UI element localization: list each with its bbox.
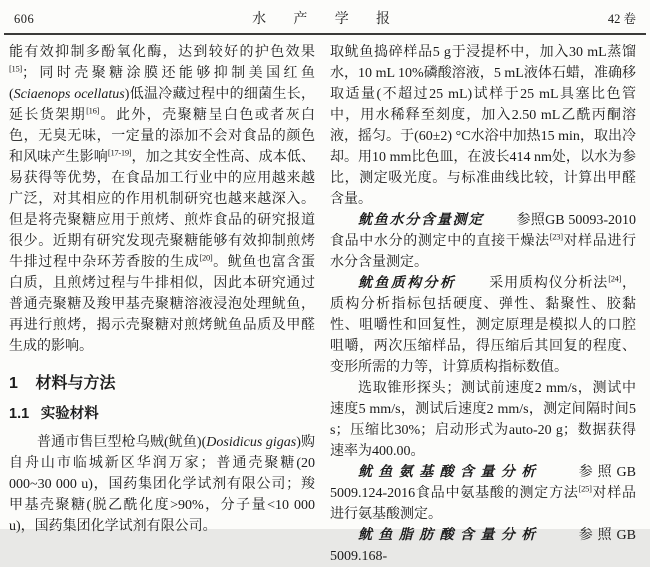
- text-run: 参照GB 50093-2010食品中水分的测定中的直接干燥法: [330, 213, 636, 249]
- text-run: 参照GB 5009.168-: [330, 528, 637, 564]
- running-header: [4, 0, 646, 35]
- left-column: [9, 42, 315, 567]
- species-name-italic: Sciaenops ocellatus: [13, 87, 125, 102]
- text-run: ，质构分析指标包括硬度、弹性、黏聚性、胶黏性、咀嚼性和回复性，测定原理是模拟人的口腔咀嚼，两次压缩样品，得压缩后其回复的程度、变形所需的力等，计算质构指标数值。: [330, 276, 637, 375]
- text-run: 选取锥形探头；测试前速度2 mm/s，测试中速度5 mm/s，测试后速度2 mm/s，测定间隔时间5 s；压缩比30%；启动形式为auto-20 g；数据获得速率为400.00。: [330, 381, 636, 459]
- citation-superscript: [24]: [608, 273, 622, 284]
- journal-title: 水 产 学 报: [252, 12, 402, 27]
- amino-acid-analysis-paragraph: [330, 462, 636, 525]
- right-column: [330, 42, 636, 567]
- text-run: 对样品进行氨基酸测定。: [330, 486, 636, 522]
- citation-superscript: [23]: [549, 231, 563, 242]
- moisture-analysis-paragraph: [330, 210, 636, 273]
- text-run: 。此外，壳聚糖呈白色或者灰白色，无臭无味，一定量的添加不会对食品的颜色和风味产生影响: [9, 108, 316, 165]
- section-heading-methods: [9, 370, 315, 393]
- subsection-heading-materials: [9, 402, 315, 423]
- section-number: 1: [9, 375, 18, 392]
- text-run: 普通市售巨型枪乌贼(鱿鱼)(: [37, 435, 207, 450]
- text-run: ，加之其安全性高、成本低、易获得等优势，在食品加工行业中的应用越来越广泛，对其相应的作用机制研究也越来越深入。但是将壳聚糖应用于煎烤、煎炸食品的研究报道很少。近期有研究发现壳聚糖能够有效抑制煎烤牛排过程中杂环芳香胺的生成: [9, 150, 316, 270]
- texture-analysis-paragraph: [330, 273, 636, 378]
- texture-parameters-paragraph: [330, 378, 636, 462]
- text-run: ；同时壳聚糖涂膜还能够抑制美国红鱼(: [9, 66, 315, 102]
- citation-superscript: [20]: [199, 252, 213, 263]
- citation-superscript: [17-19]: [107, 147, 132, 158]
- materials-paragraph: [9, 432, 315, 537]
- volume-label: 42 卷: [607, 12, 636, 26]
- text-run: 对样品进行水分含量测定。: [330, 234, 637, 270]
- page-number: 606: [14, 12, 35, 26]
- text-run: 。鱿鱼也富含蛋白质，且煎烤过程与牛排相似，因此本研究通过普通壳聚糖及羧甲基壳聚糖溶液浸泡处理鱿鱼，再进行煎烤，揭示壳聚糖对煎烤鱿鱼品质及甲醛生成的影响。: [9, 255, 316, 354]
- text-run: )购自舟山市临城新区华润万家；普通壳聚糖(20 000~30 000 u)，国药集团化学试剂有限公司；羧甲基壳聚糖(脱乙酰化度>90%，分子量<10 000 u)，国药集团化学试剂有限公司。: [9, 435, 315, 534]
- text-run: 能有效抑制多酚氧化酶，达到较好的护色效果: [9, 45, 315, 60]
- subsection-number: 1.1: [9, 406, 30, 422]
- text-run: )低温冷藏过程中的细菌生长，延长货架期: [9, 87, 315, 123]
- section-title: 材料与方法: [35, 375, 116, 392]
- citation-superscript: [16]: [86, 105, 100, 116]
- runin-method-heading: 鱿鱼质构分析: [358, 276, 457, 291]
- text-run: 参照GB 5009.124-2016食品中氨基酸的测定方法: [330, 465, 637, 501]
- runin-method-heading: 鱿鱼水分含量测定: [358, 213, 485, 228]
- text-run: 取鱿鱼捣碎样品5 g于浸提杯中，加入30 mL蒸馏水，10 mL 10%磷酸溶液，5 mL液体石蜡，准确移取适量(不超过25 mL)试样于25 mL具塞比色管中，用水稀释至刻度，加入2.50 mL乙酰丙酮溶液，摇匀。于(60±2) °C水浴中加热15 min，取出冷却。用10 mm比色皿，在波长414 nm处，以水为参比，测定吸光度。与标准曲线比较，计算出甲醛含量。: [330, 45, 636, 207]
- runin-method-heading: 鱿鱼氨基酸含量分析: [358, 465, 542, 480]
- citation-superscript: [25]: [578, 483, 592, 494]
- body-columns: [0, 35, 650, 567]
- text-run: 采用质构仪分析法: [488, 276, 609, 291]
- formaldehyde-procedure-paragraph: [330, 42, 636, 210]
- intro-paragraph: [9, 42, 315, 357]
- citation-superscript: [15]: [9, 63, 22, 74]
- species-name-italic: Dosidicus gigas: [206, 435, 297, 450]
- subsection-title: 实验材料: [40, 406, 99, 422]
- runin-method-heading: 鱿鱼脂肪酸含量分析: [358, 528, 542, 543]
- fatty-acid-analysis-paragraph: [330, 525, 636, 567]
